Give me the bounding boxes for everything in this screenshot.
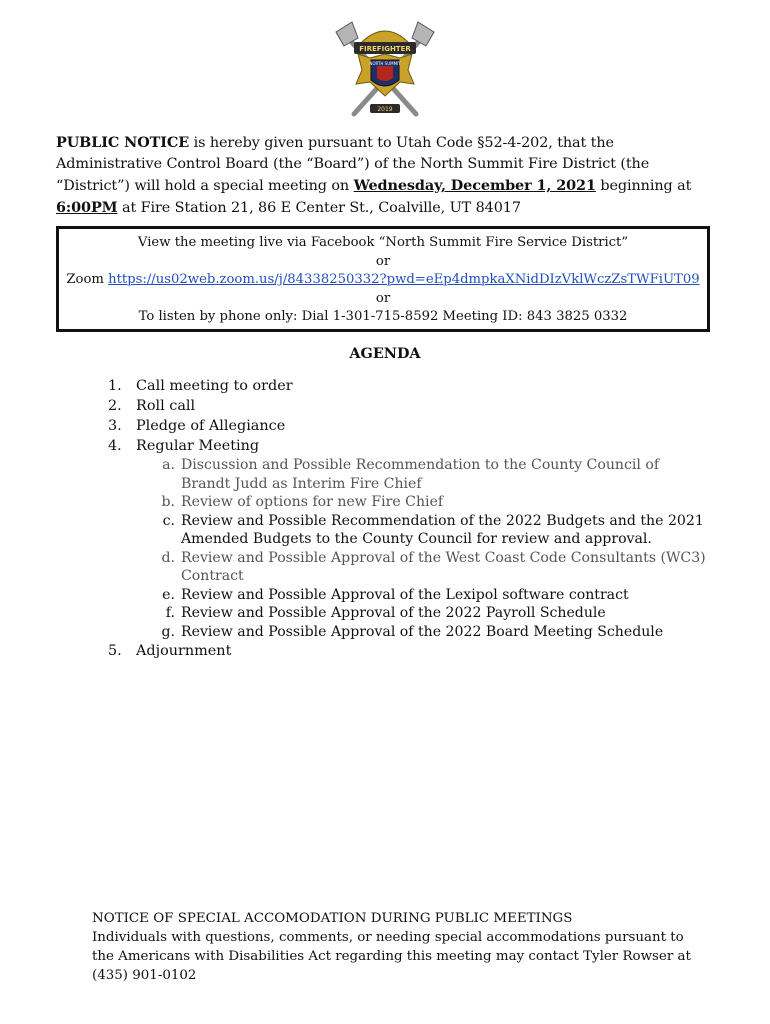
subitem-text: Review and Possible Approval of the Lexipol software contract [181,586,629,603]
agenda-item-text: Pledge of Allegiance [136,418,286,434]
agenda-item-text: Call meeting to order [136,378,293,394]
agenda-item [108,416,708,436]
agenda-list [108,376,708,661]
zoom-prefix: Zoom [66,272,109,288]
notice-text-1: is hereby given pursuant to Utah Code §52-4-202, that the Administrative Control Board (the “Board”) of the North Summit Fire District (the “District”) will hold a special meeting on [56,135,650,194]
agenda-item-number: 3. [108,418,122,434]
logo-shield-text: NORTH SUMMIT [369,61,401,66]
or-separator: or [375,290,391,306]
agenda-subitem [153,549,708,586]
subitem-text: Review and Possible Approval of the West Coast Code Consultants (WC3) Contract [181,549,706,584]
firefighter-badge-logo [330,18,440,123]
zoom-link[interactable]: https://us02web.zoom.us/j/84338250332?pwd=eEp4dmpkaXNidDIzVklWczZsTWFiUT09 [108,272,700,288]
or-separator: or [375,253,391,269]
subitem-text: Discussion and Possible Recommendation to the County Council of Brandt Judd as Interim Fire Chief [181,457,660,492]
public-notice-lead: PUBLIC NOTICE [56,134,190,151]
accommodation-body: Individuals with questions, comments, or needing special accommodations pursuant to the Americans with Disabilities Act regarding this meeting may contact Tyler Rowser at (435) 901-0102 [92,930,691,983]
subitem-text: Review of options for new Fire Chief [181,494,444,510]
agenda-item-text: Roll call [136,398,196,414]
agenda-item [108,396,708,416]
subitem-letter: d. [161,549,175,566]
agenda-item-text: Regular Meeting [136,438,260,454]
agenda-subitem [153,512,708,549]
phone-line: To listen by phone only: Dial 1-301-715-8592 Meeting ID: 843 3825 0332 [138,309,628,325]
agenda-subitem [153,623,708,642]
notice-text-3: at Fire Station 21, 86 E Center St., Coalville, UT 84017 [117,200,521,216]
agenda-item [108,641,708,661]
meeting-date: Wednesday, December 1, 2021 [353,177,596,194]
notice-text-2: beginning at [595,178,692,194]
meeting-time: 6:00PM [56,199,118,216]
subitem-letter: b. [161,494,175,510]
zoom-line [59,271,707,290]
agenda-item [108,376,708,396]
subitem-letter: c. [162,512,175,529]
subitem-text: Review and Possible Approval of the 2022 Board Meeting Schedule [181,623,664,640]
logo-base-text: 2019 [377,106,393,113]
agenda-subitem [153,604,708,623]
agenda-item-number: 5. [108,643,122,659]
public-notice-paragraph [56,132,716,219]
accommodation-notice [92,909,692,985]
accommodation-heading: NOTICE OF SPECIAL ACCOMODATION DURING PUBLIC MEETINGS [92,911,573,926]
agenda-subitem [153,456,708,493]
agenda-item-number: 4. [108,438,122,454]
subitem-letter: a. [162,457,175,473]
subitem-text: Review and Possible Approval of the 2022 Payroll Schedule [181,605,606,621]
agenda-item-text: Adjournment [136,643,232,659]
facebook-line: View the meeting live via Facebook “North Summit Fire Service District” [137,235,629,250]
regular-meeting-subitems [153,456,708,641]
agenda-item [108,436,708,456]
meeting-access-box [56,226,710,332]
agenda-title: AGENDA [349,345,421,362]
subitem-letter: f. [165,605,175,621]
logo-banner-text: FIREFIGHTER [359,45,411,53]
agenda-item-number: 2. [108,398,122,414]
subitem-letter: g. [161,623,175,640]
subitem-letter: e. [162,586,175,603]
agenda-item-number: 1. [108,378,122,394]
agenda-subitem [153,586,708,605]
agenda-subitem [153,493,708,512]
subitem-text: Review and Possible Recommendation of the 2022 Budgets and the 2021 Amended Budgets to the County Council for review and approval. [181,512,704,547]
